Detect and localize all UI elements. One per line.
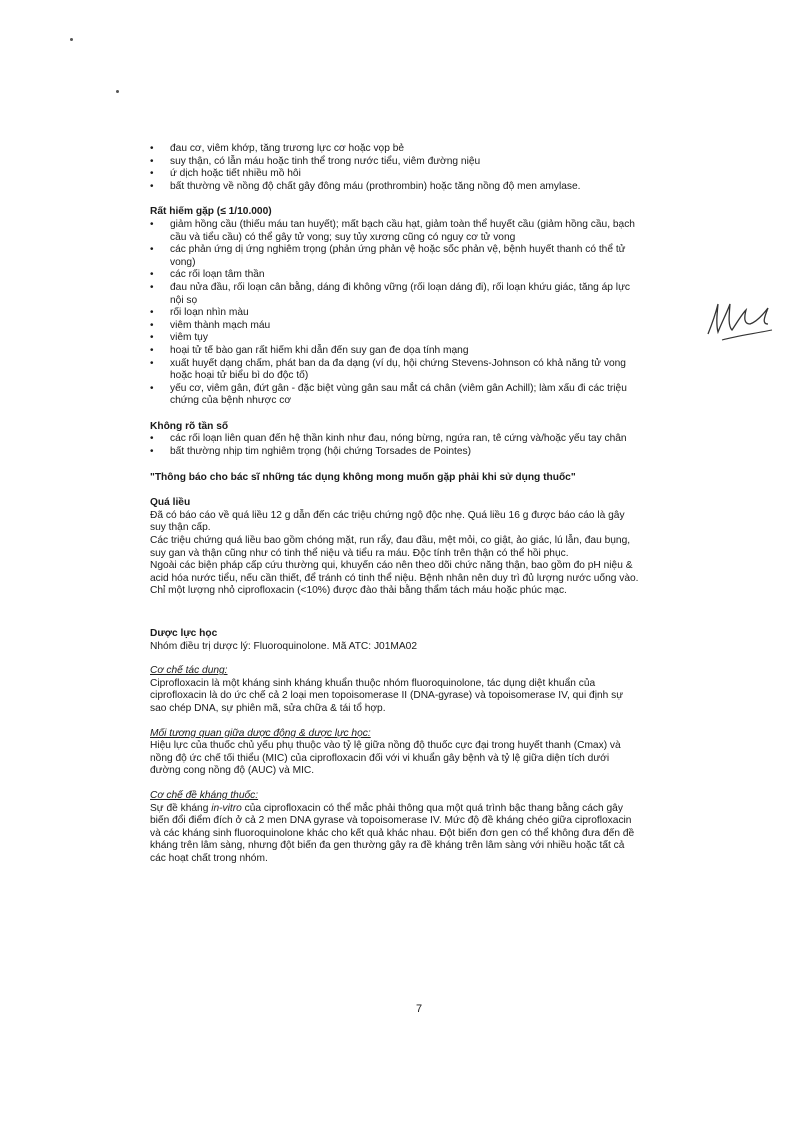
list-item: • giảm hồng cầu (thiếu máu tan huyết); mất bạch cầu hạt, giảm toàn thể huyết cầu (giảm hồng cầu, bạch cầu và tiểu cầu) có thể gây tử vong; suy tủy xương cũng có nguy cơ tử vong — [150, 219, 642, 244]
scan-speck — [70, 38, 73, 41]
resistance-subheading: Cơ chế đề kháng thuốc: — [150, 789, 259, 801]
list-item: • hoại tử tế bào gan rất hiếm khi dẫn đến suy gan đe dọa tính mạng — [150, 345, 642, 358]
report-notice: "Thông báo cho bác sĩ những tác dụng không mong muốn gặp phải khi sử dụng thuốc" — [150, 471, 576, 483]
page-content — [150, 143, 642, 866]
list-item: • bất thường về nồng độ chất gây đông máu (prothrombin) hoặc tăng nồng độ men amylase. — [150, 181, 642, 194]
list-item: • viêm thành mạch máu — [150, 320, 642, 333]
list-item: • yếu cơ, viêm gân, đứt gân - đặc biệt vùng gân sau mắt cá chân (viêm gân Achill); làm xấu đi các triệu chứng của bệnh nhược cơ — [150, 383, 642, 408]
list-item: • đau nửa đầu, rối loạn cân bằng, dáng đi không vững (rối loạn dáng đi), rối loạn khứu giác, tăng áp lực nội sọ — [150, 282, 642, 307]
pk-pd-relation-subheading: Mối tương quan giữa dược động & dược lực học: — [150, 727, 371, 739]
pharmacodynamics-heading: Dược lực học — [150, 628, 218, 639]
rare-heading: Rất hiếm gặp (≤ 1/10.000) — [150, 206, 272, 218]
list-item: • các rối loạn liên quan đến hệ thần kinh như đau, nóng bừng, ngứa ran, tê cứng và/hoặc yếu tay chân — [150, 433, 642, 446]
resistance-text-rest: của ciprofloxacin có thể mắc phải thông qua một quá trình bậc thang bằng cách gây biến đổi điểm đích ở cả 2 men DNA gyrase và topoisomerase IV. Mức độ đề kháng chéo giữa ciprofloxacin và các kháng sinh fluoroquinolone khác cho kết quả khác nhau. Đột biến đơn gen có thể không đưa đến đề kháng trên lâm sàng, nhưng đột biến đa gen thường gây ra đề kháng trên lâm sàng với nhiều hoặc tất cả các hoạt chất trong nhóm. — [150, 802, 635, 864]
scan-speck — [116, 90, 119, 93]
unknown-effects-list — [150, 433, 642, 458]
overdose-paragraph: Các triệu chứng quá liều bao gồm chóng mặt, run rẩy, đau đầu, mệt mỏi, co giật, ảo giác, lú lẫn, đau bụng, suy gan và thận cũng như có tinh thể niệu và tiểu ra máu. Độc tính trên thận có thể hồi phục. — [150, 535, 631, 559]
overdose-paragraph: Chỉ một lượng nhỏ ciprofloxacin (<10%) được đào thải bằng thẩm tách máu hoặc phúc mạc. — [150, 585, 567, 597]
rare-effects-list — [150, 219, 642, 408]
list-item: • rối loạn nhìn màu — [150, 307, 642, 320]
list-item: • suy thận, có lẫn máu hoặc tinh thể trong nước tiểu, viêm đường niệu — [150, 156, 642, 169]
overdose-paragraph: Đã có báo cáo về quá liều 12 g dẫn đến các triệu chứng ngộ độc nhẹ. Quá liều 16 g được báo cáo là gây suy thận cấp. — [150, 509, 625, 534]
pk-pd-relation-text: Hiệu lực của thuốc chủ yếu phụ thuộc vào tỷ lệ giữa nồng độ thuốc cực đại trong huyết thanh (Cmax) và nồng độ ức chế tối thiểu (MIC) của ciprofloxacin đối với vi khuẩn gây bệnh và tỷ lệ giữa diện tích dưới đường cong nồng độ (AUC) và MIC. — [150, 740, 621, 777]
list-item: • các phản ứng dị ứng nghiêm trọng (phản ứng phản vệ hoặc sốc phản vệ, bệnh huyết thanh có thể tử vong) — [150, 244, 642, 269]
list-item: • đau cơ, viêm khớp, tăng trương lực cơ hoặc vọp bẻ — [150, 143, 642, 156]
resistance-text — [150, 803, 642, 866]
common-effects-list — [150, 143, 642, 193]
list-item: • ứ dịch hoặc tiết nhiều mồ hôi — [150, 168, 642, 181]
overdose-heading: Quá liều — [150, 497, 191, 509]
therapeutic-group: Nhóm điều trị dược lý: Fluoroquinolone. Mã ATC: J01MA02 — [150, 640, 417, 652]
handwritten-initials — [702, 294, 782, 354]
mechanism-text: Ciprofloxacin là một kháng sinh kháng khuẩn thuộc nhóm fluoroquinolone, tác dụng diệt khuẩn của ciprofloxacin là do ức chế cả 2 loại men topoisomerase II (DNA-gyrase) và topoisomerase IV, qui định sự sao chép DNA, sự phiên mã, sửa chữa & tái tổ hợp. — [150, 677, 624, 714]
list-item: • viêm tụy — [150, 332, 642, 345]
in-vitro-term: in-vitro — [211, 802, 242, 814]
list-item: • xuất huyết dạng chấm, phát ban da đa dạng (ví dụ, hội chứng Stevens-Johnson có khả năng tử vong hoặc hoại tử biểu bì do độc tố) — [150, 358, 642, 383]
list-item: • bất thường nhịp tim nghiêm trọng (hội chứng Torsades de Pointes) — [150, 446, 642, 459]
unknown-frequency-heading: Không rõ tần số — [150, 420, 229, 432]
overdose-paragraph: Ngoài các biện pháp cấp cứu thường qui, khuyến cáo nên theo dõi chức năng thận, bao gồm đo pH niệu & acid hóa nước tiểu, nếu cần thiết, để tránh có tinh thể niệu. Bệnh nhân nên duy trì đủ lượng nước uống vào. — [150, 560, 639, 584]
page-number: 7 — [416, 1003, 423, 1015]
mechanism-subheading: Cơ chế tác dụng: — [150, 665, 228, 677]
list-item: • các rối loạn tâm thần — [150, 269, 642, 282]
resistance-text-start: Sự đề kháng — [150, 802, 212, 814]
